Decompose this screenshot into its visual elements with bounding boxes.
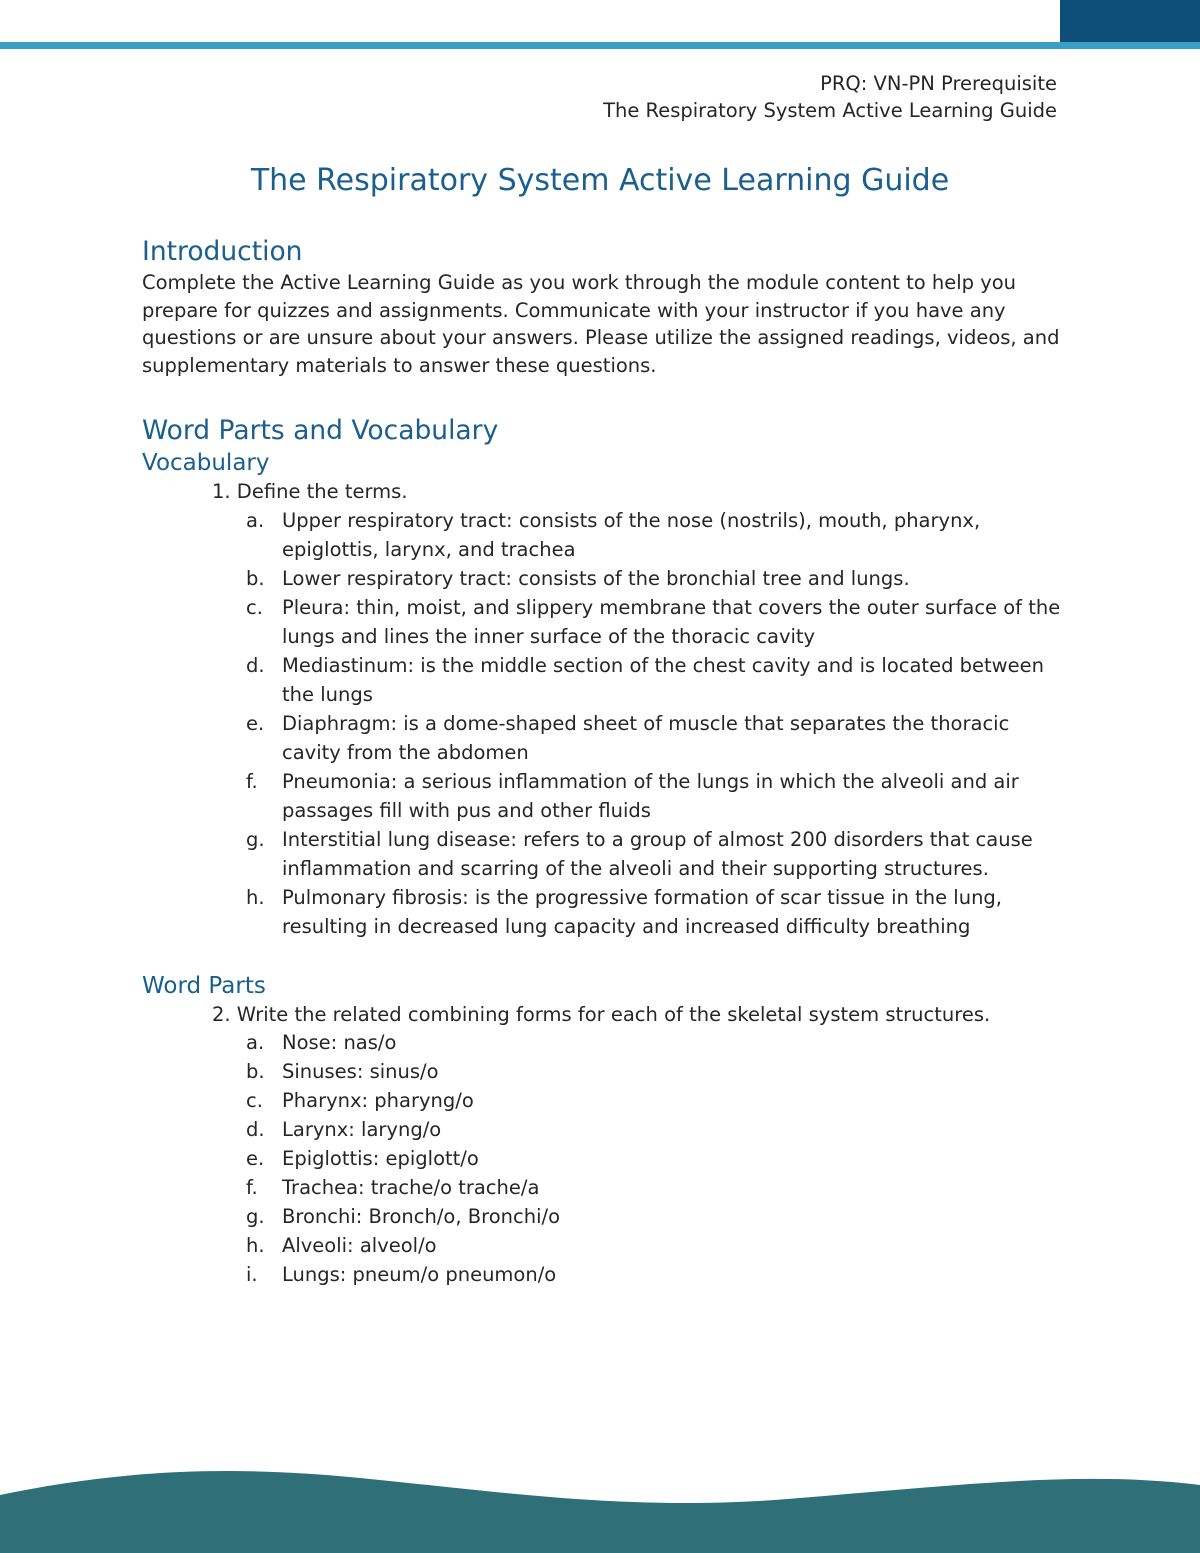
list-item-text: Pneumonia: a serious inflammation of the lungs in which the alveoli and air passages fill with pus and other fluids [282,769,1019,822]
list-item [246,1260,1062,1289]
list-item [246,593,1062,651]
list-item-text: Bronchi: Bronch/o, Bronchi/o [282,1205,561,1228]
list-item-text: Pleura: thin, moist, and slippery membrane that covers the outer surface of the lungs and lines the inner surface of the thoracic cavity [282,595,1061,648]
document-body [142,235,1062,1289]
introduction-heading: Introduction [142,236,303,267]
running-header [603,70,1057,124]
list-item-letter: h. [246,1234,265,1257]
list-item-letter: i. [246,1263,258,1286]
list-item-text: Larynx: laryng/o [282,1118,442,1141]
list-item-letter: c. [246,595,263,619]
footer-wave [0,1450,1200,1553]
list-item [246,506,1062,564]
running-header-course: PRQ: VN-PN Prerequisite [820,72,1057,95]
list-item-letter: e. [246,1147,265,1170]
footer-wave-shape [0,1471,1200,1553]
list-item-text: Alveoli: alveol/o [282,1234,437,1257]
list-item-letter: a. [246,1031,265,1054]
header-corner-block [1060,0,1200,43]
list-item [246,1057,1062,1086]
list-item [246,564,1062,593]
list-item [246,1202,1062,1231]
list-item [246,1231,1062,1260]
list-item-text: Trachea: trache/o trache/a [282,1176,540,1199]
list-item-letter: b. [246,1060,265,1083]
list-item-text: Epiglottis: epiglott/o [282,1147,479,1170]
list-item-text: Sinuses: sinus/o [282,1060,439,1083]
list-item-letter: d. [246,1118,265,1141]
vocabulary-list [142,506,1062,941]
list-item-letter: d. [246,653,265,677]
running-header-title: The Respiratory System Active Learning Guide [603,99,1057,122]
list-item [246,767,1062,825]
word-parts-heading: Word Parts [142,972,266,999]
list-item-letter: b. [246,566,265,590]
list-item-letter: f. [246,769,258,793]
document-title: The Respiratory System Active Learning Guide [250,163,950,198]
introduction-text: Complete the Active Learning Guide as you work through the module content to help you prepare for quizzes and assignments. Communicate with your instructor if you have any questions or are unsure about your answers. Please utilize the assigned readings, videos, and supplementary materials to answer these questions. [142,271,1060,377]
list-item-letter: a. [246,508,265,532]
section-heading: Word Parts and Vocabulary [142,415,499,446]
list-item [246,651,1062,709]
list-item-letter: h. [246,885,265,909]
list-item-letter: f. [246,1176,258,1199]
list-item-text: Pulmonary fibrosis: is the progressive formation of scar tissue in the lung, resulting in decreased lung capacity and increased difficulty breathing [282,885,1003,938]
list-item [246,709,1062,767]
list-item [246,883,1062,941]
list-item [246,1086,1062,1115]
vocabulary-heading: Vocabulary [142,450,270,476]
list-item-text: Lower respiratory tract: consists of the bronchial tree and lungs. [282,566,910,590]
list-item [246,825,1062,883]
list-item-letter: e. [246,711,265,735]
word-parts-list [142,1028,1062,1289]
list-item-text: Interstitial lung disease: refers to a group of almost 200 disorders that cause inflammation and scarring of the alveoli and their supporting structures. [282,827,1033,880]
list-item-text: Nose: nas/o [282,1031,397,1054]
list-item-text: Upper respiratory tract: consists of the nose (nostrils), mouth, pharynx, epiglottis, larynx, and trachea [282,508,981,561]
list-item-text: Mediastinum: is the middle section of the chest cavity and is located between the lungs [282,653,1044,706]
header-accent-bar [0,42,1200,49]
list-item [246,1115,1062,1144]
list-item-text: Diaphragm: is a dome-shaped sheet of muscle that separates the thoracic cavity from the abdomen [282,711,1010,764]
question-2: 2. Write the related combining forms for each of the skeletal system structures. [212,1002,991,1026]
list-item-letter: c. [246,1089,263,1112]
list-item [246,1173,1062,1202]
list-item-text: Pharynx: pharyng/o [282,1089,474,1112]
list-item-text: Lungs: pneum/o pneumon/o [282,1263,557,1286]
list-item [246,1028,1062,1057]
question-1: 1. Define the terms. [212,480,408,503]
list-item [246,1144,1062,1173]
list-item-letter: g. [246,1205,265,1228]
list-item-letter: g. [246,827,265,851]
